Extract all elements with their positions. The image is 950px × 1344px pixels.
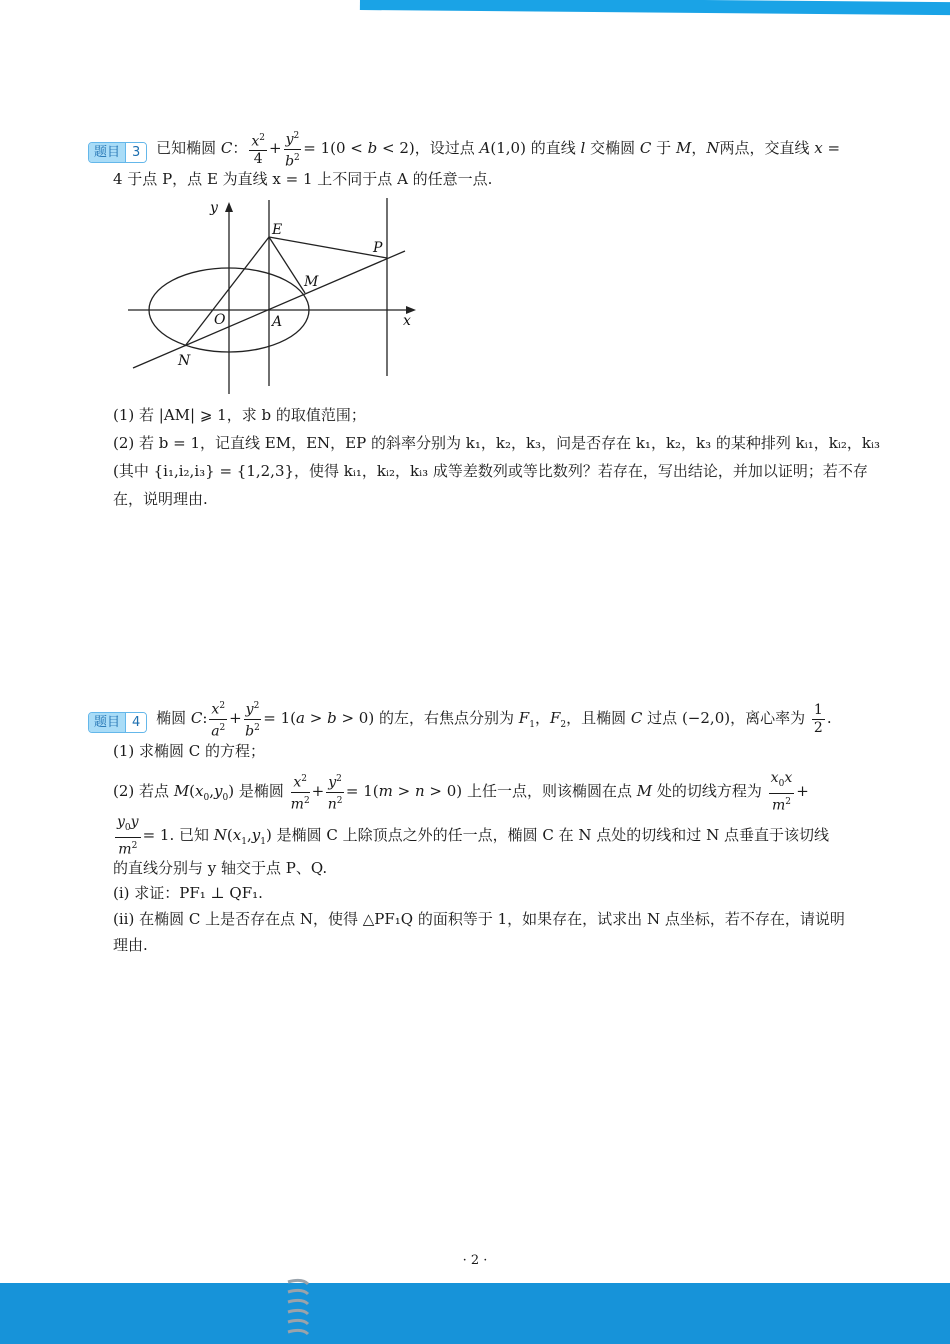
q4-part1: (1) 求椭圆 C 的方程； [113, 742, 266, 760]
q3-part2b: (其中 {i₁,i₂,i₃} = {1,2,3}，使得 kᵢ₁，kᵢ₂，kᵢ₃ 成等差数列或等比数列？若存在，写出结论，并加以证明；若不存 [113, 462, 868, 480]
q4-sub-ii-b: 理由. [113, 936, 148, 954]
label-E: E [272, 222, 283, 238]
q4-part2g: 的直线分别与 y 轴交于点 P、Q. [113, 859, 328, 877]
q3-line2: 4 于点 P，点 E 为直线 x = 1 上不同于点 A 的任意一点. [113, 170, 493, 188]
page-number: · 2 · [462, 1253, 488, 1268]
label-P: P [373, 240, 383, 256]
ellipse-figure [128, 196, 423, 398]
q3-part2: (2) 若 b = 1，记直线 EM，EN，EP 的斜率分别为 k₁，k₂，k₃，问是否存在 k₁，k₂，k₃ 的某种排列 kᵢ₁，kᵢ₂，kᵢ₃ [113, 434, 881, 452]
label-y: y [210, 200, 218, 216]
footer-bar [0, 1283, 950, 1344]
label-A: A [272, 314, 283, 330]
q3-part2c: 在，说明理由. [113, 490, 208, 508]
question-tag: 题目 3 [88, 142, 147, 163]
label-N: N [178, 353, 191, 369]
label-x: x [403, 313, 411, 329]
q3-part1: (1) 若 |AM| ⩾ 1，求 b 的取值范围； [113, 406, 366, 424]
q4-sub-i: (i) 求证：PF₁ ⊥ QF₁. [113, 884, 263, 902]
top-accent-stripe [360, 0, 950, 15]
label-M: M [304, 274, 319, 290]
label-O: O [214, 312, 226, 328]
question-tag: 题目 4 [88, 712, 147, 733]
q4-sub-ii: (ii) 在椭圆 C 上是否存在点 N，使得 △PF₁Q 的面积等于 1，如果存在，试求出 N 点坐标，若不存在，请说明 [113, 910, 845, 928]
spiral-binding-icon [284, 1276, 314, 1344]
